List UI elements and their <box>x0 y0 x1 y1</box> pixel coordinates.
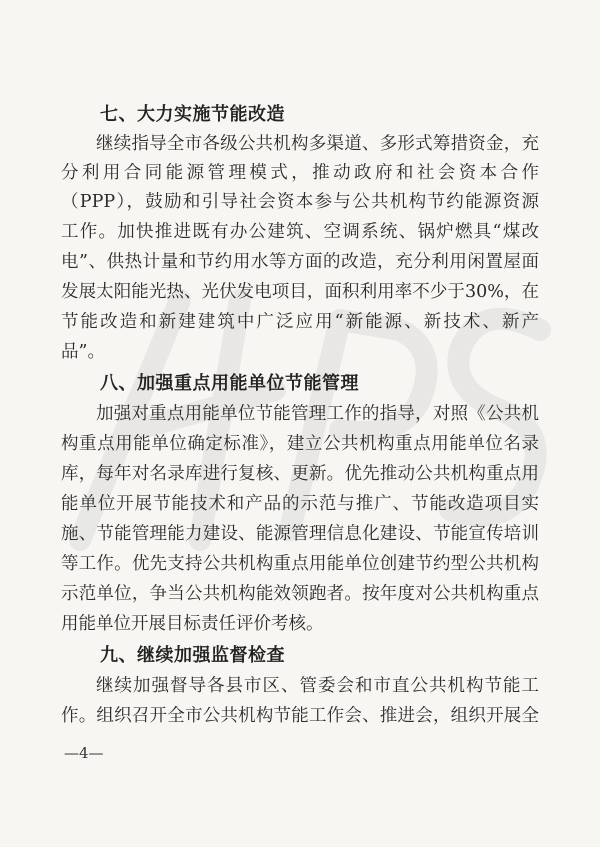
paragraph-line: 库，每年对名录库进行复核、更新。优先推动公共机构重点用 <box>61 464 539 484</box>
paragraph-line: 节能改造和新建建筑中广泛应用“新能源、新技术、新产 <box>61 312 539 332</box>
paragraph-line: 构重点用能单位确定标准》，建立公共机构重点用能单位名录 <box>61 434 539 454</box>
paragraph-line: 加强对重点用能单位节能管理工作的指导，对照《公共机 <box>96 404 539 424</box>
paragraph-line: 施、节能管理能力建设、能源管理信息化建设、节能宣传培训 <box>61 524 539 544</box>
paragraph-line: 能单位开展节能技术和产品的示范与推广、节能改造项目实 <box>61 494 539 514</box>
section-heading-8: 八、加强重点用能单位节能管理 <box>100 373 359 394</box>
paragraph-line: 分利用合同能源管理模式，推动政府和社会资本合作 <box>61 163 539 183</box>
paragraph-line: 电”、供热计量和节约用水等方面的改造，充分利用闲置屋面 <box>61 252 539 272</box>
paragraph-line: 示范单位，争当公共机构能效领跑者。按年度对公共机构重点 <box>61 584 539 604</box>
paragraph-line: 用能单位开展目标责任评价考核。 <box>61 614 324 634</box>
paragraph-line: （PPP），鼓励和引导社会资本参与公共机构节约能源资源 <box>61 192 539 212</box>
section-heading-7: 七、大力实施节能改造 <box>100 104 285 125</box>
paragraph-line: 品”。 <box>61 342 105 362</box>
paragraph-line: 继续指导全市各级公共机构多渠道、多形式筹措资金，充 <box>96 134 539 154</box>
paragraph-line: 作。组织召开全市公共机构节能工作会、推进会，组织开展全 <box>61 706 539 726</box>
paragraph-line: 继续加强督导各县市区、管委会和市直公共机构节能工 <box>96 676 539 696</box>
paragraph-line: 发展太阳能光热、光伏发电项目，面积利用率不少于30%，在 <box>61 282 539 302</box>
page-number: —4— <box>64 744 104 762</box>
paragraph-line: 工作。加快推进既有办公建筑、空调系统、锅炉燃具“煤改 <box>61 222 539 242</box>
section-heading-9: 九、继续加强监督检查 <box>100 645 285 666</box>
paragraph-line: 等工作。优先支持公共机构重点用能单位创建节约型公共机构 <box>61 554 539 574</box>
